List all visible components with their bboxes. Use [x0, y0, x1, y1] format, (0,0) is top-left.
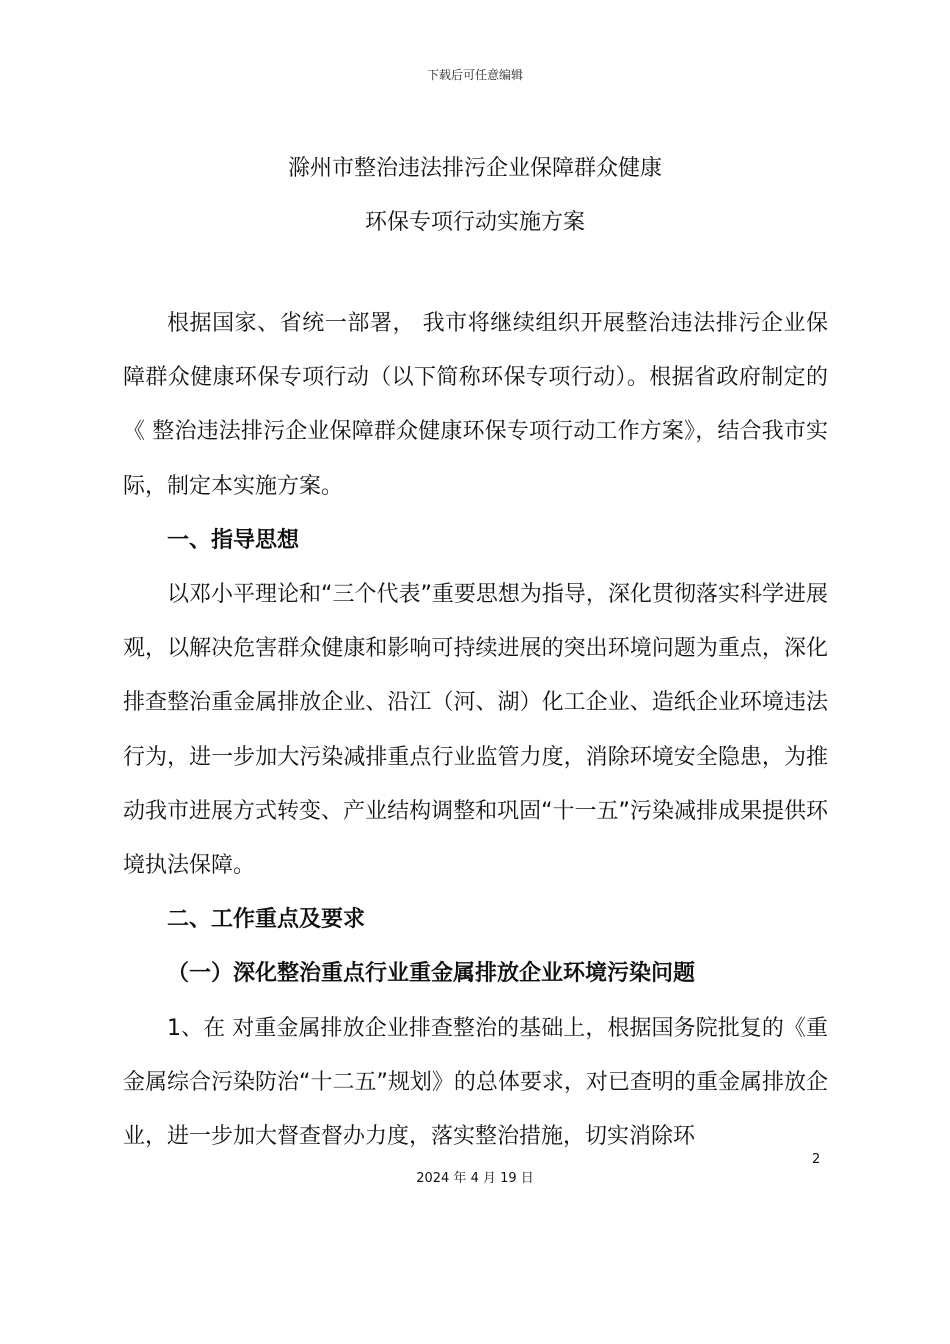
document-title-line-2: 环保专项行动实施方案: [364, 210, 585, 235]
intro-paragraph: 根据国家、省统一部署， 我市将继续组织开展整治违法排污企业保障群众健康环保专项行动（以下简称环保专项行动）。根据省政府制定的《 整治违法排污企业保障群众健康环保专项行动工作方案》，结合我市实际，制定本实施方案。: [123, 311, 828, 499]
section-heading-guiding-ideology: 一、指导思想: [167, 527, 300, 553]
page-header-note: 下载后可任意编辑: [426, 68, 523, 82]
footer-date: 2024 年 4 月 19 日: [416, 1171, 534, 1186]
item-1-paragraph: 1、在 对重金属排放企业排查整治的基础上，根据国务院批复的《重金属综合污染防治“十二五”规划》的总体要求，对已查明的重金属排放企业，进一步加大督查督办力度，落实整治措施，切实消除环: [123, 1015, 828, 1150]
document-body: [123, 297, 828, 1164]
subsection-heading-heavy-metal: （一）深化整治重点行业重金属排放企业环境污染问题: [167, 961, 696, 987]
section-heading-work-focus: 二、工作重点及要求: [167, 907, 366, 933]
guiding-ideology-paragraph: 以邓小平理论和“三个代表”重要思想为指导，深化贯彻落实科学进展观，以解决危害群众健康和影响可持续进展的突出环境问题为重点，深化排查整治重金属排放企业、沿江（河、湖）化工企业、造纸企业环境违法行为，进一步加大污染减排重点行业监管力度，消除环境安全隐患，为推动我市进展方式转变、产业结构调整和巩固“十一五”污染减排成果提供环境执法保障。: [123, 582, 828, 879]
document-title-line-1: 滁州市整治违法排污企业保障群众健康: [287, 156, 662, 181]
page-number: 2: [812, 1152, 821, 1167]
